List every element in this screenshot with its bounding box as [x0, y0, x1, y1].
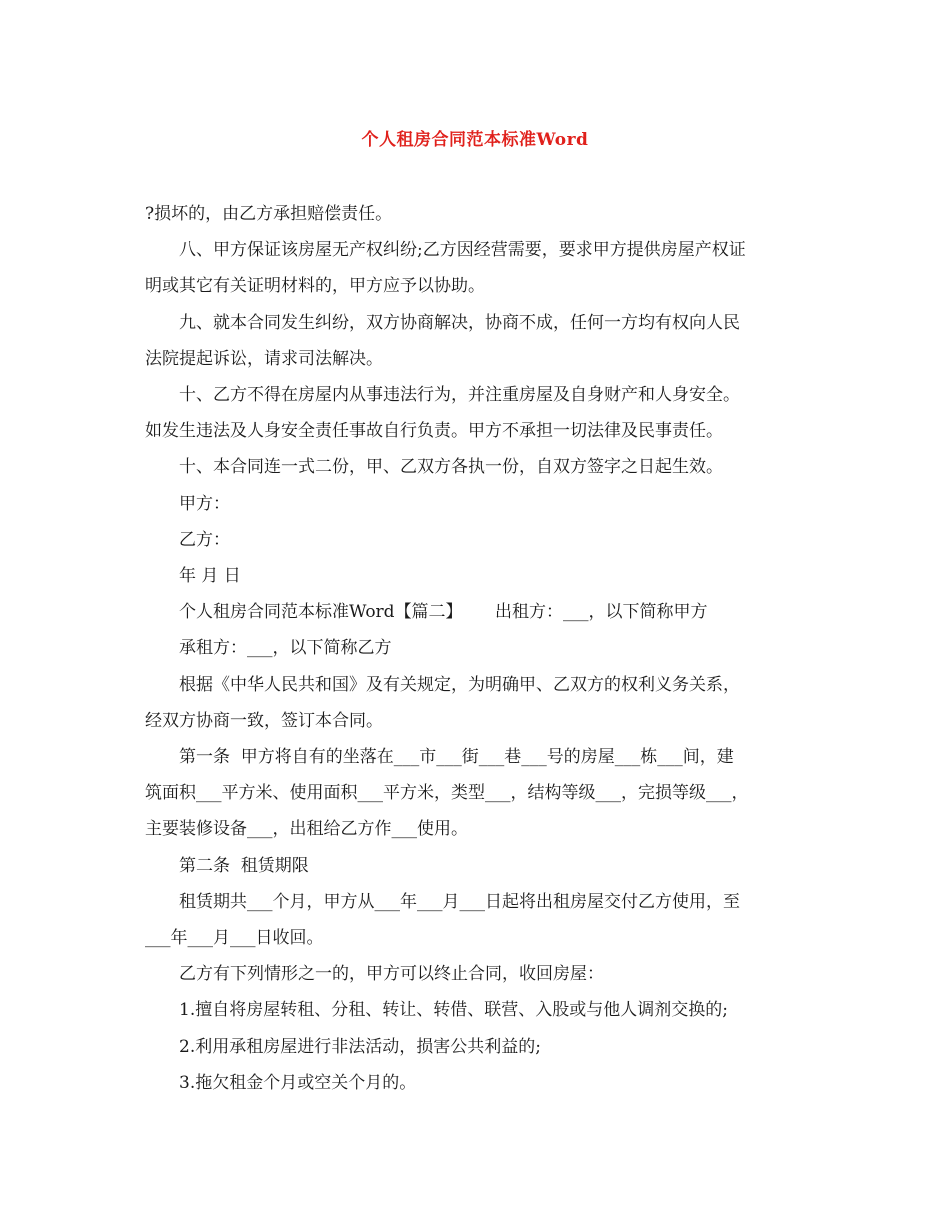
- paragraph-line: 十、乙方不得在房屋内从事违法行为，并注重房屋及自身财产和人身安全。: [179, 385, 740, 406]
- paragraph-line: 十、本合同连一式二份，甲、乙双方各执一份，自双方签字之日起生效。: [179, 457, 723, 478]
- paragraph-line: 租赁期共___个月，甲方从___年___月___日起将出租房屋交付乙方使用，至: [179, 891, 740, 912]
- list-item: 1.擅自将房屋转租、分租、转让、转借、联营、入股或与他人调剂交换的;: [179, 1000, 728, 1021]
- paragraph-line: 法院提起诉讼，请求司法解决。: [145, 348, 383, 369]
- paragraph-line: ___年___月___日收回。: [145, 928, 324, 949]
- paragraph-line: 明或其它有关证明材料的，甲方应予以协助。: [145, 276, 485, 297]
- paragraph-line: 承租方：___，以下简称乙方: [179, 638, 392, 659]
- paragraph-line: 主要装修设备___，出租给乙方作___使用。: [145, 819, 468, 840]
- document-body: [145, 196, 810, 1101]
- list-item: 3.拖欠租金个月或空关个月的。: [179, 1072, 417, 1093]
- paragraph-line: 根据《中华人民共和国》及有关规定，为明确甲、乙双方的权利义务关系，: [179, 674, 740, 695]
- signature-party-a: 甲方：: [179, 493, 230, 514]
- paragraph-line: 第一条 甲方将自有的坐落在___市___街___巷___号的房屋___栋___间，建: [179, 747, 734, 768]
- paragraph-line: 乙方有下列情形之一的，甲方可以终止合同，收回房屋：: [179, 964, 604, 985]
- signature-date: 年 月 日: [179, 566, 241, 587]
- paragraph-line: 九、就本合同发生纠纷，双方协商解决，协商不成，任何一方均有权向人民: [179, 312, 740, 333]
- paragraph-line: 如发生违法及人身安全责任事故自行负责。甲方不承担一切法律及民事责任。: [145, 421, 723, 442]
- document-title: 个人租房合同范本标准Word: [361, 130, 589, 150]
- paragraph-line: 筑面积___平方米、使用面积___平方米，类型___，结构等级___，完损等级___，: [145, 783, 749, 804]
- article-heading: 第二条 租赁期限: [179, 855, 309, 876]
- paragraph-line: ?损坏的，由乙方承担赔偿责任。: [145, 204, 393, 224]
- paragraph-line: 经双方协商一致，签订本合同。: [145, 710, 383, 731]
- paragraph-line: 八、甲方保证该房屋无产权纠纷;乙方因经营需要，要求甲方提供房屋产权证: [179, 240, 746, 261]
- section-heading-part-two: 个人租房合同范本标准Word【篇二】 出租方：___，以下简称甲方: [179, 602, 708, 623]
- list-item: 2.利用承租房屋进行非法活动，损害公共利益的;: [179, 1036, 541, 1057]
- signature-party-b: 乙方：: [179, 529, 230, 550]
